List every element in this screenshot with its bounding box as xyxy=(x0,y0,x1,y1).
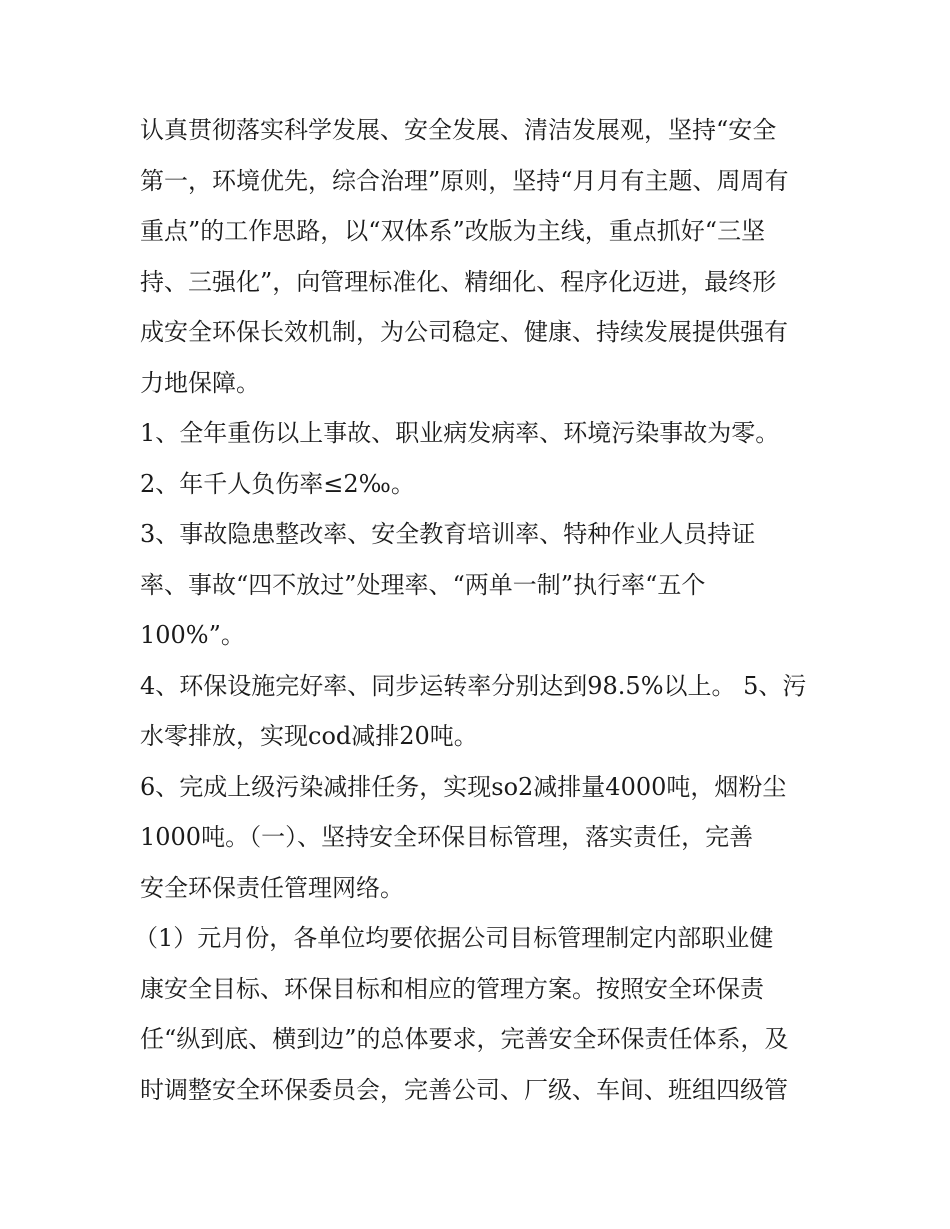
text-line: 时调整安全环保委员会，完善公司、厂级、车间、班组四级管 xyxy=(140,1075,788,1104)
list-item: 6、完成上级污染减排任务，实现so2减排量4000吨，烟粉尘 xyxy=(140,772,787,801)
text-line: 水零排放，实现cod减排20吨。 xyxy=(140,722,478,750)
text-line: 1000吨。（一）、坚持安全环保目标管理，落实责任，完善 xyxy=(140,823,754,851)
text-line: 任“纵到底、横到边”的总体要求，完善安全环保责任体系，及 xyxy=(140,1025,789,1053)
list-item: 3、事故隐患整改率、安全教育培训率、特种作业人员持证 xyxy=(140,520,756,548)
text-line: 认真贯彻落实科学发展、安全发展、清洁发展观，坚持“安全 xyxy=(140,116,777,144)
text-line: 康安全目标、环保目标和相应的管理方案。按照安全环保责 xyxy=(140,974,764,1003)
list-item: 2、年千人负伤率≤2‰。 xyxy=(140,469,415,498)
list-item: 1、全年重伤以上事故、职业病发病率、环境污染事故为零。 xyxy=(140,419,780,447)
text-line: 成安全环保长效机制，为公司稳定、健康、持续发展提供强有 xyxy=(140,318,788,346)
list-item: 4、环保设施完好率、同步运转率分别达到98.5%以上。 5、污 xyxy=(140,671,807,700)
text-line: 力地保障。 xyxy=(140,368,260,397)
text-line: 率、事故“四不放过”处理率、“两单一制”执行率“五个 xyxy=(140,570,706,599)
document-body xyxy=(134,105,820,1115)
text-line: 持、三强化”，向管理标准化、精细化、程序化迈进，最终形 xyxy=(140,267,777,296)
text-line: 安全环保责任管理网络。 xyxy=(140,873,404,902)
list-item: （1）元月份，各单位均要依据公司目标管理制定内部职业健 xyxy=(134,924,774,952)
text-line: 重点”的工作思路，以“双体系”改版为主线，重点抓好“三坚 xyxy=(140,217,766,245)
text-line: 100%”。 xyxy=(140,621,245,649)
text-line: 第一，环境优先，综合治理”原则，坚持“月月有主题、周周有 xyxy=(140,166,789,195)
